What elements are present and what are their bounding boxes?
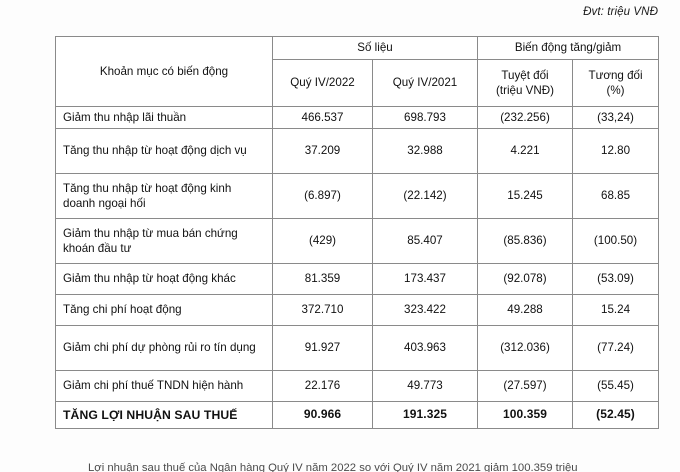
cell-q4-2022: 372.710 [273,295,373,326]
cell-q4-2022: (6.897) [273,174,373,219]
table-row [56,129,659,174]
cell-item: TĂNG LỢI NHUẬN SAU THUẾ [56,402,273,429]
cell-absolute: (312.036) [478,326,573,371]
table-row [56,107,659,129]
cell-q4-2022: 81.359 [273,264,373,295]
cell-q4-2022: (429) [273,219,373,264]
cell-absolute: 49.288 [478,295,573,326]
cell-absolute: 4.221 [478,129,573,174]
cell-relative: (100.50) [573,219,659,264]
cell-item: Tăng thu nhập từ hoạt động dịch vụ [56,129,273,174]
cell-relative: (53.09) [573,264,659,295]
cell-q4-2022: 466.537 [273,107,373,129]
header-col-absolute-unit: (triệu VNĐ) [496,84,554,97]
header-row-groups [56,37,659,60]
cell-q4-2022: 91.927 [273,326,373,371]
table-body [56,107,659,429]
header-item-column: Khoản mục có biến động [56,37,273,107]
cell-absolute: (85.836) [478,219,573,264]
cell-item: Giảm thu nhập từ hoạt động khác [56,264,273,295]
cell-q4-2022: 37.209 [273,129,373,174]
table-header [56,37,659,107]
header-col-relative-unit: (%) [606,84,625,97]
cell-relative: 68.85 [573,174,659,219]
cell-q4-2021: 323.422 [373,295,478,326]
cell-q4-2021: 403.963 [373,326,478,371]
cell-q4-2022: 22.176 [273,371,373,402]
cell-item: Giảm thu nhập từ mua bán chứng khoán đầu tư [56,219,273,264]
header-col-q4-2021: Quý IV/2021 [373,60,478,107]
cell-item: Tăng chi phí hoạt động [56,295,273,326]
header-col-q4-2022: Quý IV/2022 [273,60,373,107]
cell-q4-2021: 191.325 [373,402,478,429]
cell-q4-2021: (22.142) [373,174,478,219]
table-row [56,371,659,402]
cell-item: Giảm chi phí thuế TNDN hiện hành [56,371,273,402]
header-col-relative-title: Tương đối [588,68,643,82]
unit-caption: Đvt: triệu VNĐ [583,6,658,18]
cell-item: Tăng thu nhập từ hoạt động kinh doanh ngoại hối [56,174,273,219]
header-col-absolute-title: Tuyệt đối [501,68,549,82]
table-row [56,326,659,371]
cell-item: Giảm chi phí dự phòng rủi ro tín dụng [56,326,273,371]
cell-q4-2021: 173.437 [373,264,478,295]
cell-q4-2021: 32.988 [373,129,478,174]
cell-absolute: (232.256) [478,107,573,129]
cell-relative: (77.24) [573,326,659,371]
cell-absolute: (27.597) [478,371,573,402]
cell-q4-2022: 90.966 [273,402,373,429]
cell-absolute: 15.245 [478,174,573,219]
cell-q4-2021: 698.793 [373,107,478,129]
table-row [56,219,659,264]
table-row [56,264,659,295]
cell-q4-2021: 49.773 [373,371,478,402]
cell-relative: (33,24) [573,107,659,129]
cell-absolute: 100.359 [478,402,573,429]
financial-table [55,36,659,429]
cell-absolute: (92.078) [478,264,573,295]
cell-relative: (55.45) [573,371,659,402]
footnote-text: Lợi nhuận sau thuế của Ngân hàng Quý IV năm 2022 so với Quý IV năm 2021 giảm 100.359 triệu [88,462,578,472]
table-row [56,174,659,219]
cell-relative: 12.80 [573,129,659,174]
header-col-absolute [478,60,573,107]
table-row-total [56,402,659,429]
cell-item: Giảm thu nhập lãi thuần [56,107,273,129]
cell-q4-2021: 85.407 [373,219,478,264]
cell-relative: 15.24 [573,295,659,326]
header-group-change: Biến động tăng/giảm [478,37,659,60]
header-col-relative [573,60,659,107]
financial-table-container [55,36,658,429]
header-group-figures: Số liệu [273,37,478,60]
table-row [56,295,659,326]
cell-relative: (52.45) [573,402,659,429]
